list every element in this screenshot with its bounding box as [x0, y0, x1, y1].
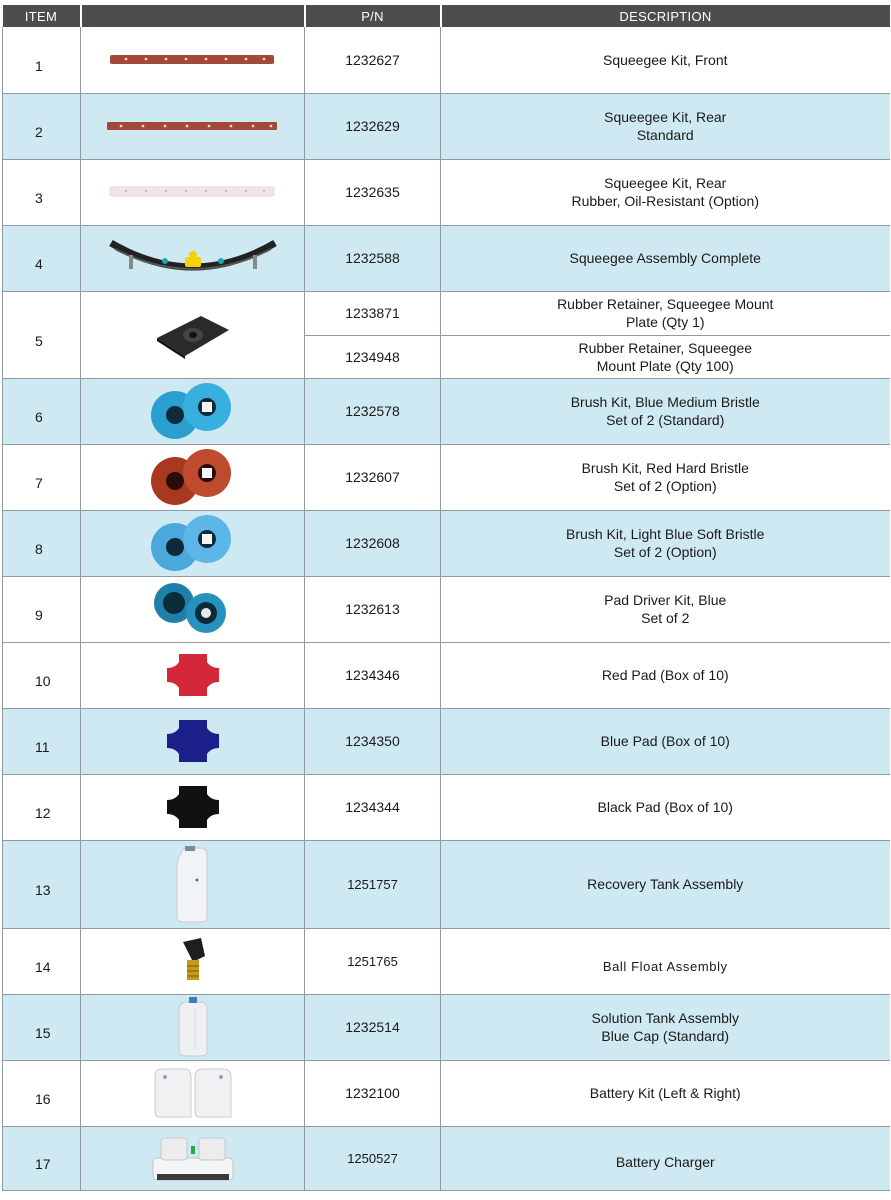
table-row	[3, 994, 890, 1060]
part-number: 1232514	[305, 994, 441, 1060]
pad-red-icon	[165, 652, 221, 698]
part-number: 1232607	[305, 444, 441, 510]
part-image	[81, 444, 305, 510]
part-image	[81, 840, 305, 928]
part-image	[81, 774, 305, 840]
pn-column-header: P/N	[305, 5, 441, 27]
table-row	[3, 1060, 890, 1126]
part-image	[81, 1126, 305, 1190]
table-row	[3, 225, 890, 291]
description-column-header: DESCRIPTION	[441, 5, 890, 27]
table-header	[3, 5, 890, 27]
part-description: Solution Tank Assembly Blue Cap (Standard)	[441, 994, 890, 1060]
table-row	[3, 642, 890, 708]
item-number: 6	[3, 378, 81, 444]
part-image	[81, 642, 305, 708]
part-number: 1232100	[305, 1060, 441, 1126]
part-description: Brush Kit, Blue Medium Bristle Set of 2 (Standard)	[441, 378, 890, 444]
item-number: 11	[3, 708, 81, 774]
item-number: 3	[3, 159, 81, 225]
part-description: Rubber Retainer, Squeegee Mount Plate (Qty 1)	[441, 291, 890, 335]
squeegee-rear-blade-icon	[105, 117, 281, 135]
item-number: 16	[3, 1060, 81, 1126]
part-description: Pad Driver Kit, Blue Set of 2	[441, 576, 890, 642]
brush-light-blue-icon	[143, 513, 243, 573]
solution-tank-icon	[173, 996, 213, 1058]
image-column-header	[81, 5, 305, 27]
part-image	[81, 1060, 305, 1126]
part-number: 1232578	[305, 378, 441, 444]
part-number: 1232627	[305, 27, 441, 93]
table-row	[3, 444, 890, 510]
part-description: Brush Kit, Light Blue Soft Bristle Set of 2 (Option)	[441, 510, 890, 576]
parts-list	[2, 5, 889, 1191]
pad-blue-icon	[165, 718, 221, 764]
item-column-header: ITEM	[3, 5, 81, 27]
part-number: 1251765	[305, 928, 441, 994]
part-number: 1234346	[305, 642, 441, 708]
table-row	[3, 708, 890, 774]
part-description: Squeegee Kit, Front	[441, 27, 890, 93]
table-row	[3, 510, 890, 576]
part-number: 1233871	[305, 291, 441, 335]
part-description: Squeegee Kit, Rear Standard	[441, 93, 890, 159]
part-image	[81, 225, 305, 291]
battery-kit-icon	[151, 1065, 235, 1121]
part-number: 1232608	[305, 510, 441, 576]
item-number: 5	[3, 291, 81, 378]
part-image	[81, 928, 305, 994]
part-description: Squeegee Assembly Complete	[441, 225, 890, 291]
part-description: Black Pad (Box of 10)	[441, 774, 890, 840]
part-image	[81, 708, 305, 774]
item-number: 10	[3, 642, 81, 708]
table-row	[3, 840, 890, 928]
pad-driver-blue-icon	[148, 581, 238, 637]
part-number: 1250527	[305, 1126, 441, 1190]
item-number: 9	[3, 576, 81, 642]
table-row	[3, 576, 890, 642]
part-number: 1234350	[305, 708, 441, 774]
part-description: Brush Kit, Red Hard Bristle Set of 2 (Option)	[441, 444, 890, 510]
part-description: Rubber Retainer, Squeegee Mount Plate (Qty 100)	[441, 335, 890, 378]
recovery-tank-icon	[171, 844, 215, 924]
part-image	[81, 378, 305, 444]
table-row	[3, 159, 890, 225]
part-description: Squeegee Kit, Rear Rubber, Oil-Resistant (Option)	[441, 159, 890, 225]
part-image	[81, 576, 305, 642]
parts-table	[2, 5, 890, 1191]
battery-charger-icon	[151, 1132, 235, 1184]
part-image	[81, 510, 305, 576]
item-number: 4	[3, 225, 81, 291]
part-image	[81, 27, 305, 93]
part-description: Blue Pad (Box of 10)	[441, 708, 890, 774]
item-number: 12	[3, 774, 81, 840]
item-number: 14	[3, 928, 81, 994]
ball-float-icon	[175, 936, 211, 986]
part-description: Battery Kit (Left & Right)	[441, 1060, 890, 1126]
part-number: 1232629	[305, 93, 441, 159]
item-number: 7	[3, 444, 81, 510]
part-number: 1234948	[305, 335, 441, 378]
part-image	[81, 159, 305, 225]
part-description: Recovery Tank Assembly	[441, 840, 890, 928]
item-number: 13	[3, 840, 81, 928]
table-row	[3, 93, 890, 159]
table-row	[3, 774, 890, 840]
part-image	[81, 291, 305, 378]
item-number: 2	[3, 93, 81, 159]
part-description: Ball Float Assembly	[441, 928, 890, 994]
pad-black-icon	[165, 784, 221, 830]
squeegee-assembly-icon	[105, 233, 281, 283]
part-description: Red Pad (Box of 10)	[441, 642, 890, 708]
part-number: 1232635	[305, 159, 441, 225]
item-number: 1	[3, 27, 81, 93]
table-row	[3, 378, 890, 444]
squeegee-oil-resistant-blade-icon	[108, 182, 278, 202]
item-number: 17	[3, 1126, 81, 1190]
brush-red-icon	[143, 447, 243, 507]
part-number: 1232613	[305, 576, 441, 642]
part-image	[81, 93, 305, 159]
part-number: 1251757	[305, 840, 441, 928]
part-number: 1232588	[305, 225, 441, 291]
part-image	[81, 994, 305, 1060]
item-number: 8	[3, 510, 81, 576]
table-row	[3, 291, 890, 335]
brush-blue-icon	[143, 381, 243, 441]
table-row	[3, 928, 890, 994]
table-row	[3, 1126, 890, 1190]
part-number: 1234344	[305, 774, 441, 840]
rubber-retainer-icon	[153, 310, 233, 360]
item-number: 15	[3, 994, 81, 1060]
squeegee-front-blade-icon	[108, 50, 278, 70]
part-description: Battery Charger	[441, 1126, 890, 1190]
table-row	[3, 27, 890, 93]
